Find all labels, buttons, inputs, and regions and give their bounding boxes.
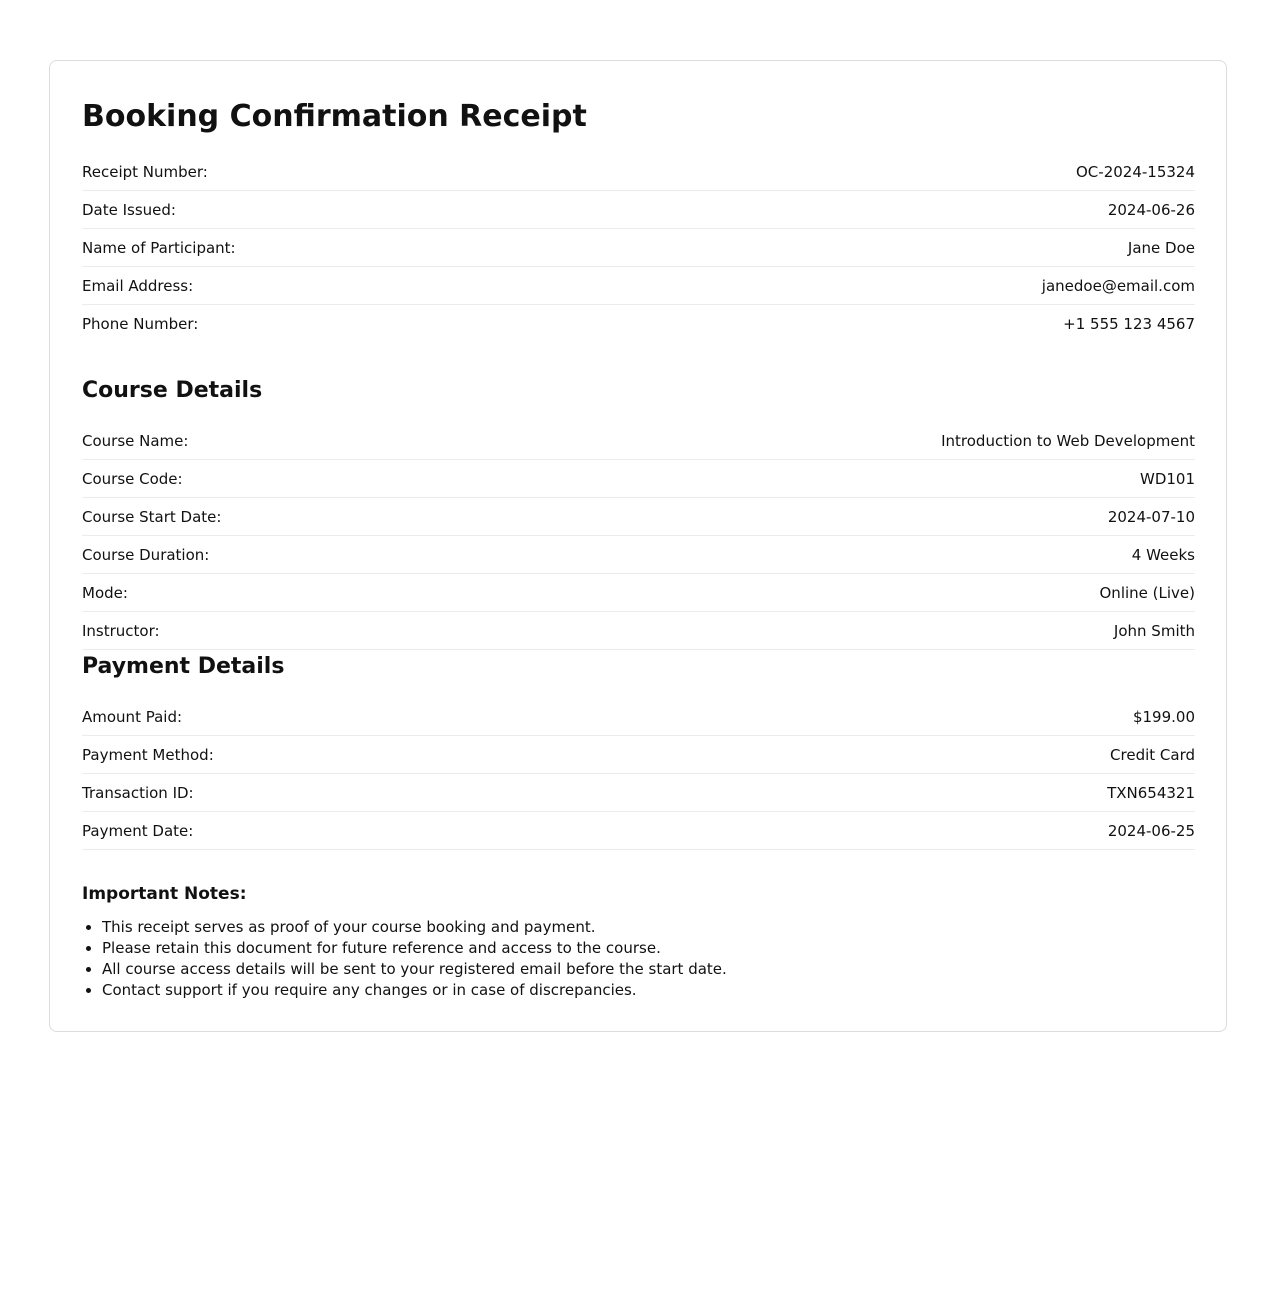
course-details-heading: Course Details xyxy=(82,378,263,403)
row-value: +1 555 123 4567 xyxy=(1063,314,1195,333)
course-row xyxy=(82,574,1195,612)
page-title: Booking Confirmation Receipt xyxy=(82,99,587,134)
row-value: $199.00 xyxy=(1132,707,1195,726)
row-label: Email Address: xyxy=(82,276,194,295)
row-label: Course Code: xyxy=(82,469,183,488)
row-label: Instructor: xyxy=(82,621,160,640)
row-label: Amount Paid: xyxy=(82,707,183,726)
payment-row xyxy=(82,698,1195,736)
list-item: • Please retain this document for future reference and access to the course. xyxy=(102,938,727,959)
row-value: WD101 xyxy=(1139,469,1195,488)
list-item: • This receipt serves as proof of your course booking and payment. xyxy=(102,917,727,938)
course-row xyxy=(82,422,1195,460)
row-value: 2024-06-25 xyxy=(1107,821,1195,840)
row-label: Name of Participant: xyxy=(82,238,236,257)
row-value: Credit Card xyxy=(1110,745,1195,764)
row-value: Jane Doe xyxy=(1127,238,1195,257)
receipt-card xyxy=(49,60,1227,1032)
receipt-row xyxy=(82,267,1195,305)
row-label: Receipt Number: xyxy=(82,162,208,181)
course-row xyxy=(82,536,1195,574)
row-value: John Smith xyxy=(1113,621,1195,640)
row-label: Mode: xyxy=(82,583,128,602)
row-value: janedoe@email.com xyxy=(1041,276,1195,295)
row-value: 2024-07-10 xyxy=(1107,507,1195,526)
row-value: 2024-06-26 xyxy=(1107,200,1195,219)
course-row xyxy=(82,612,1195,650)
row-label: Course Duration: xyxy=(82,545,210,564)
row-label: Course Start Date: xyxy=(82,507,222,526)
list-item: • All course access details will be sent to your registered email before the start date. xyxy=(102,959,727,980)
payment-details-heading: Payment Details xyxy=(82,654,285,679)
row-label: Payment Method: xyxy=(82,745,214,764)
receipt-row xyxy=(82,229,1195,267)
receipt-row xyxy=(82,305,1195,342)
row-value: TXN654321 xyxy=(1107,783,1195,802)
course-row xyxy=(82,498,1195,536)
receipt-row xyxy=(82,191,1195,229)
payment-row xyxy=(82,774,1195,812)
receipt-info xyxy=(82,153,1195,342)
payment-details xyxy=(82,698,1195,850)
payment-row xyxy=(82,736,1195,774)
course-details xyxy=(82,422,1195,650)
row-value: Online (Live) xyxy=(1099,583,1195,602)
course-row xyxy=(82,460,1195,498)
row-label: Transaction ID: xyxy=(82,783,194,802)
list-item: • Contact support if you require any changes or in case of discrepancies. xyxy=(102,980,727,1001)
important-notes-heading: Important Notes: xyxy=(82,884,247,904)
row-label: Phone Number: xyxy=(82,314,199,333)
row-label: Payment Date: xyxy=(82,821,194,840)
row-label: Date Issued: xyxy=(82,200,176,219)
row-value: Introduction to Web Development xyxy=(941,431,1195,450)
receipt-row xyxy=(82,153,1195,191)
important-notes-list xyxy=(82,917,727,1001)
row-label: Course Name: xyxy=(82,431,189,450)
row-value: OC-2024-15324 xyxy=(1076,162,1195,181)
row-value: 4 Weeks xyxy=(1131,545,1195,564)
payment-row xyxy=(82,812,1195,850)
